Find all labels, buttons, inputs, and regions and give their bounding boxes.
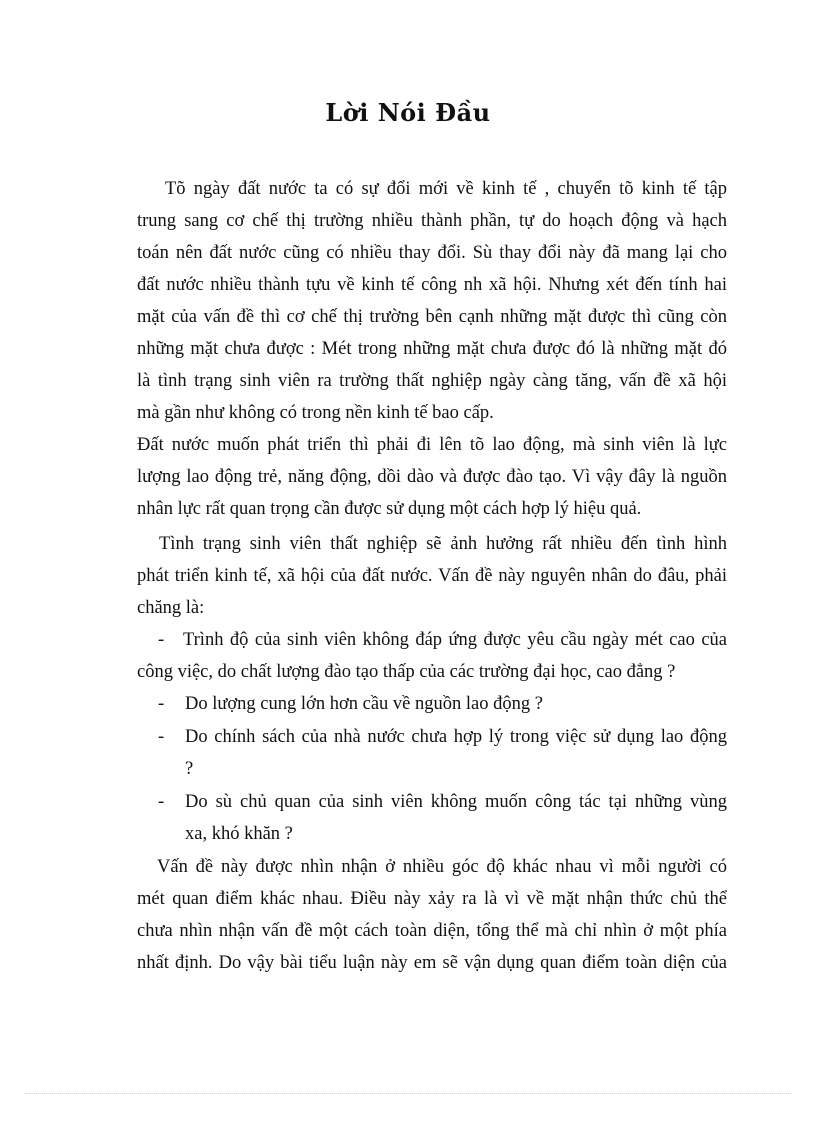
list-item-text: công việc, do chất lượng đào tạo thấp của các trường đại học, cao đẳng ? — [137, 662, 676, 682]
text-line: mà gần như không có trong nền kinh tế bao cấp. — [137, 403, 494, 423]
page-title: Lời Nói Đầu — [325, 98, 491, 127]
text-line: những mặt chưa được : Mét trong những mặt chưa được đó là những mặt đó — [137, 339, 727, 359]
text-line: toán nên đất nước cũng có nhiều thay đổi. Sù thay đổi này đã mang lại cho — [137, 243, 727, 263]
list-item-text: ? — [185, 759, 194, 779]
list-item-text: Do sù chủ quan của sinh viên không muốn công tác tại những vùng — [185, 792, 727, 812]
list-item-text: Do chính sách của nhà nước chưa hợp lý trong việc sử dụng lao động — [185, 727, 727, 747]
text-line: lượng lao động trẻ, năng động, dồi dào và được đào tạo. Vì vậy đây là nguồn — [137, 467, 727, 487]
text-line: là tình trạng sinh viên ra trường thất nghiệp ngày càng tăng, vấn đề xã hội — [137, 371, 727, 391]
list-item-text: xa, khó khăn ? — [185, 824, 293, 844]
bullet-dash: - — [158, 694, 165, 714]
text-line: Tõ ngày đất nước ta có sự đổi mới về kinh tế , chuyển tõ kinh tế tập — [165, 179, 727, 199]
text-line: nhất định. Do vậy bài tiểu luận này em sẽ vận dụng quan điểm toàn diện của — [137, 953, 727, 973]
text-line: Đất nước muốn phát triển thì phải đi lên tõ lao động, mà sinh viên là lực — [137, 435, 727, 455]
text-line: mét quan điểm khác nhau. Điều này xảy ra là vì về mặt nhận thức chủ thể — [137, 889, 727, 909]
text-line: Vấn đề này được nhìn nhận ở nhiều góc độ khác nhau vì mỗi người có — [157, 857, 727, 877]
text-line: chăng là: — [137, 598, 205, 618]
text-line: đất nước nhiều thành tựu về kinh tế công nh xã hội. Nhưng xét đến tính hai — [137, 275, 727, 295]
list-item-text: Do lượng cung lớn hơn cầu về nguồn lao động ? — [185, 694, 543, 714]
bullet-dash: - — [158, 792, 165, 812]
text-line: trung sang cơ chế thị trường nhiều thành phần, tự do hoạch động và hạch — [137, 211, 727, 231]
bullet-dash: - — [158, 727, 165, 747]
page-bottom-rule — [25, 1093, 791, 1094]
text-line: nhân lực rất quan trọng cần được sử dụng một cách hợp lý hiệu quả. — [137, 499, 642, 519]
text-line: mặt của vấn đề thì cơ chế thị trường bên cạnh những mặt được thì cũng còn — [137, 307, 727, 327]
bullet-dash: - — [158, 630, 165, 650]
text-line: Tình trạng sinh viên thất nghiệp sẽ ảnh hưởng rất nhiều đến tình hình — [159, 534, 727, 554]
text-line: chưa nhìn nhận vấn đề một cách toàn diện, tổng thể mà chỉ nhìn ở một phía — [137, 921, 727, 941]
text-line: phát triển kinh tế, xã hội của đất nước. Vấn đề này nguyên nhân do đâu, phải — [137, 566, 727, 586]
list-item-text: Trình độ của sinh viên không đáp ứng được yêu cầu ngày mét cao của — [183, 630, 727, 650]
